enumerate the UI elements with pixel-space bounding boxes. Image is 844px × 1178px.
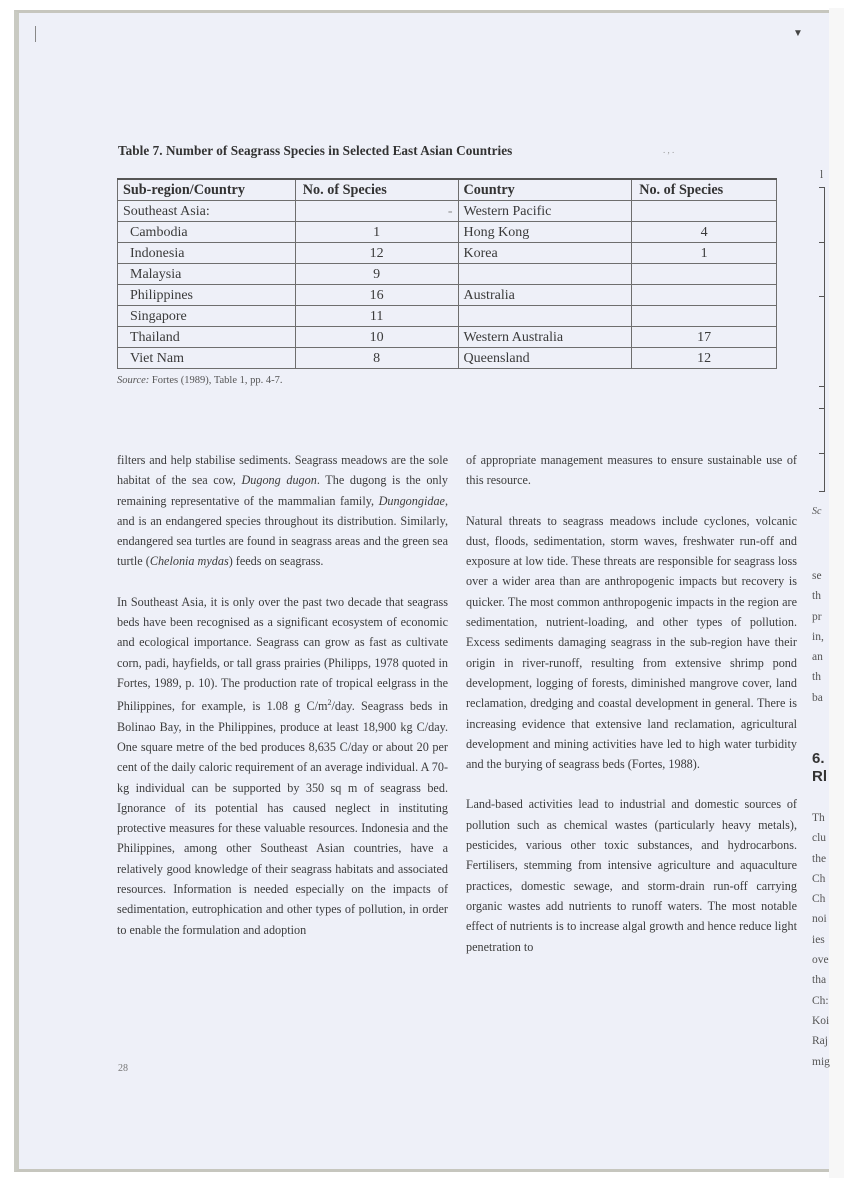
cell-left-country: Singapore: [118, 306, 296, 327]
cell-right-count: 4: [632, 222, 777, 243]
source-text: Fortes (1989), Table 1, pp. 4-7.: [149, 375, 283, 386]
edge-tick: [819, 187, 825, 188]
cell-right-country: Australia: [458, 285, 632, 306]
header-country: Country: [458, 179, 632, 201]
header-subregion-country: Sub-region/Country: [118, 179, 296, 201]
table-title: Table 7. Number of Seagrass Species in Selected East Asian Countries: [118, 143, 513, 158]
source-label: Source:: [117, 375, 150, 386]
paragraph: In Southeast Asia, it is only over the past two decade that seagrass beds have been recognised as a significant ecosystem of economic and ecological importance. Seagrass can grow as fast as cultivate corn, padi, hayfields, or tall grass prairies (Philipps, 1978 quoted in Fortes, 1989, p. 10). The production rate of tropical eelgrass in the Philippines, for example, is 1.08 g $C/m^2$/day. Seagrass beds in Bolinao Bay, in the Philippines, produce at least 18,900 kg C/day. One square metre of the bed produces 8,635 C/day or about 20 per cent of the daily caloric requirement of an average individual. A 70-kg individual can be supported by 350 sq m of seagrass bed. Ignorance of its potential has caused neglect in instituting protective measures for these valuable resources. Indonesia and the Philippines, among other Southeast Asian countries, have a relatively good knowledge of their seagrass habitats and associated resources. Information is needed especially on the impacts of sedimentation, eutrophication and other types of pollution, in order to enable the formulation and adoption: [117, 594, 449, 937]
paragraph: filters and help stabilise sediments. Seagrass meadows are the sole habitat of the sea cow, Dugong dugon. The dugong is the only remaining representative of the mammalian family, Dungongidae, and is an endangered species throughout its distribution. Similarly, endangered sea turtles are found in seagrass areas and the green sea turtle (Chelonia mydas) feeds on seagrass.: [117, 453, 448, 569]
table-header-row: [118, 179, 777, 201]
edge-tick: [819, 296, 825, 297]
edge-tick: [819, 453, 825, 454]
cell-right-country: [458, 264, 632, 285]
edge-fragment: Sc: [812, 506, 822, 517]
scan-smudge: . , .: [663, 145, 675, 155]
cell-left-country: Malaysia: [118, 264, 296, 285]
cell-right-country: [458, 306, 632, 327]
edge-tick: [819, 386, 825, 387]
table-row: [118, 306, 777, 327]
cell-right-count: [632, 306, 777, 327]
cell-right-count: 1: [632, 243, 777, 264]
cell-left-count: -: [295, 201, 458, 222]
cell-right-count: [632, 285, 777, 306]
table-row: [118, 327, 777, 348]
cell-right-country: Western Australia: [458, 327, 632, 348]
edge-heading: 6. Rl: [812, 750, 827, 785]
table-row: [118, 285, 777, 306]
cell-left-country: Cambodia: [118, 222, 296, 243]
paragraph: Natural threats to seagrass meadows include cyclones, volcanic dust, floods, sedimentation, storm waves, freshwater run-off and exposure at low tide. These threats are responsible for seagrass loss over a wider area than are anthropogenic impacts but recovery is quicker. The most common anthropogenic impacts in the region are sedimentation, nutrient-loading, and other types of pollution. Excess sediments damaging seagrass in the sub-region have their origin in river-runoff, resulting from extensive shrimp pond development, logging of forests, diminished mangrove cover, land reclamation, dredging and coastal development in general. There is increasing evidence that extensive land reclamation, agricultural development and mining activities have led to high water turbidity and the burying of seagrass beds (Fortes, 1988).: [466, 513, 797, 772]
species-name: Chelonia mydas: [149, 554, 229, 569]
scan-mark-arrow-icon: ▼: [793, 28, 803, 39]
cell-right-count: 17: [632, 327, 777, 348]
edge-tick: [819, 491, 825, 492]
edge-text-block: Th clu the Ch Ch noi ies ove tha Ch: Koi Raj mig: [812, 812, 830, 1068]
header-no-of-species-2: No. of Species: [632, 179, 777, 201]
table-row: [118, 348, 777, 369]
cell-left-count: 10: [295, 327, 458, 348]
cell-left-count: 1: [295, 222, 458, 243]
table-row: [118, 264, 777, 285]
cell-left-country: Viet Nam: [118, 348, 296, 369]
scan-mark: [35, 26, 36, 42]
body-column-left: [117, 450, 448, 960]
page-number: 28: [118, 1063, 128, 1074]
cell-left-count: 9: [295, 264, 458, 285]
cell-right-count: 12: [632, 348, 777, 369]
edge-fragment: l: [820, 169, 824, 181]
cell-left-count: 11: [295, 306, 458, 327]
cell-left-count: 8: [295, 348, 458, 369]
body-column-right: [466, 450, 797, 977]
edge-tick: [819, 242, 825, 243]
cell-right-country: Western Pacific: [458, 201, 632, 222]
table-row: [118, 243, 777, 264]
cell-left-country: Southeast Asia:: [118, 201, 296, 222]
edge-scale-bar: [824, 187, 825, 492]
cell-right-count: [632, 201, 777, 222]
edge-tick: [819, 408, 825, 409]
cell-right-count: [632, 264, 777, 285]
family-name: Dungongidae: [378, 493, 445, 508]
cell-left-country: Thailand: [118, 327, 296, 348]
paragraph: of appropriate management measures to ensure sustainable use of this resource.: [466, 453, 797, 488]
cell-right-country: Hong Kong: [458, 222, 632, 243]
cell-right-country: Queensland: [458, 348, 632, 369]
header-no-of-species: No. of Species: [295, 179, 458, 201]
cell-right-country: Korea: [458, 243, 632, 264]
cell-left-country: Philippines: [118, 285, 296, 306]
cell-left-count: 16: [295, 285, 458, 306]
paragraph: Land-based activities lead to industrial and domestic sources of pollution such as chemical wastes (particularly heavy metals), pesticides, various other toxic substances, and hydrocarbons. Fertilisers, stemming from intensive agriculture and aquaculture practices, domestic sewage, and storm-drain run-off carrying organic wastes add nutrients to runoff waters. The most notable effect of nutrients is to increase algal growth and hence reduce light penetration to: [466, 797, 797, 954]
cell-left-count: 12: [295, 243, 458, 264]
edge-text-block: se th pr in, an th ba: [812, 570, 824, 704]
table-row: [118, 222, 777, 243]
species-name: Dugong dugon: [241, 473, 317, 488]
cell-left-country: Indonesia: [118, 243, 296, 264]
seagrass-species-table: [117, 178, 777, 369]
table-source-note: [117, 375, 282, 386]
table-row: [118, 201, 777, 222]
